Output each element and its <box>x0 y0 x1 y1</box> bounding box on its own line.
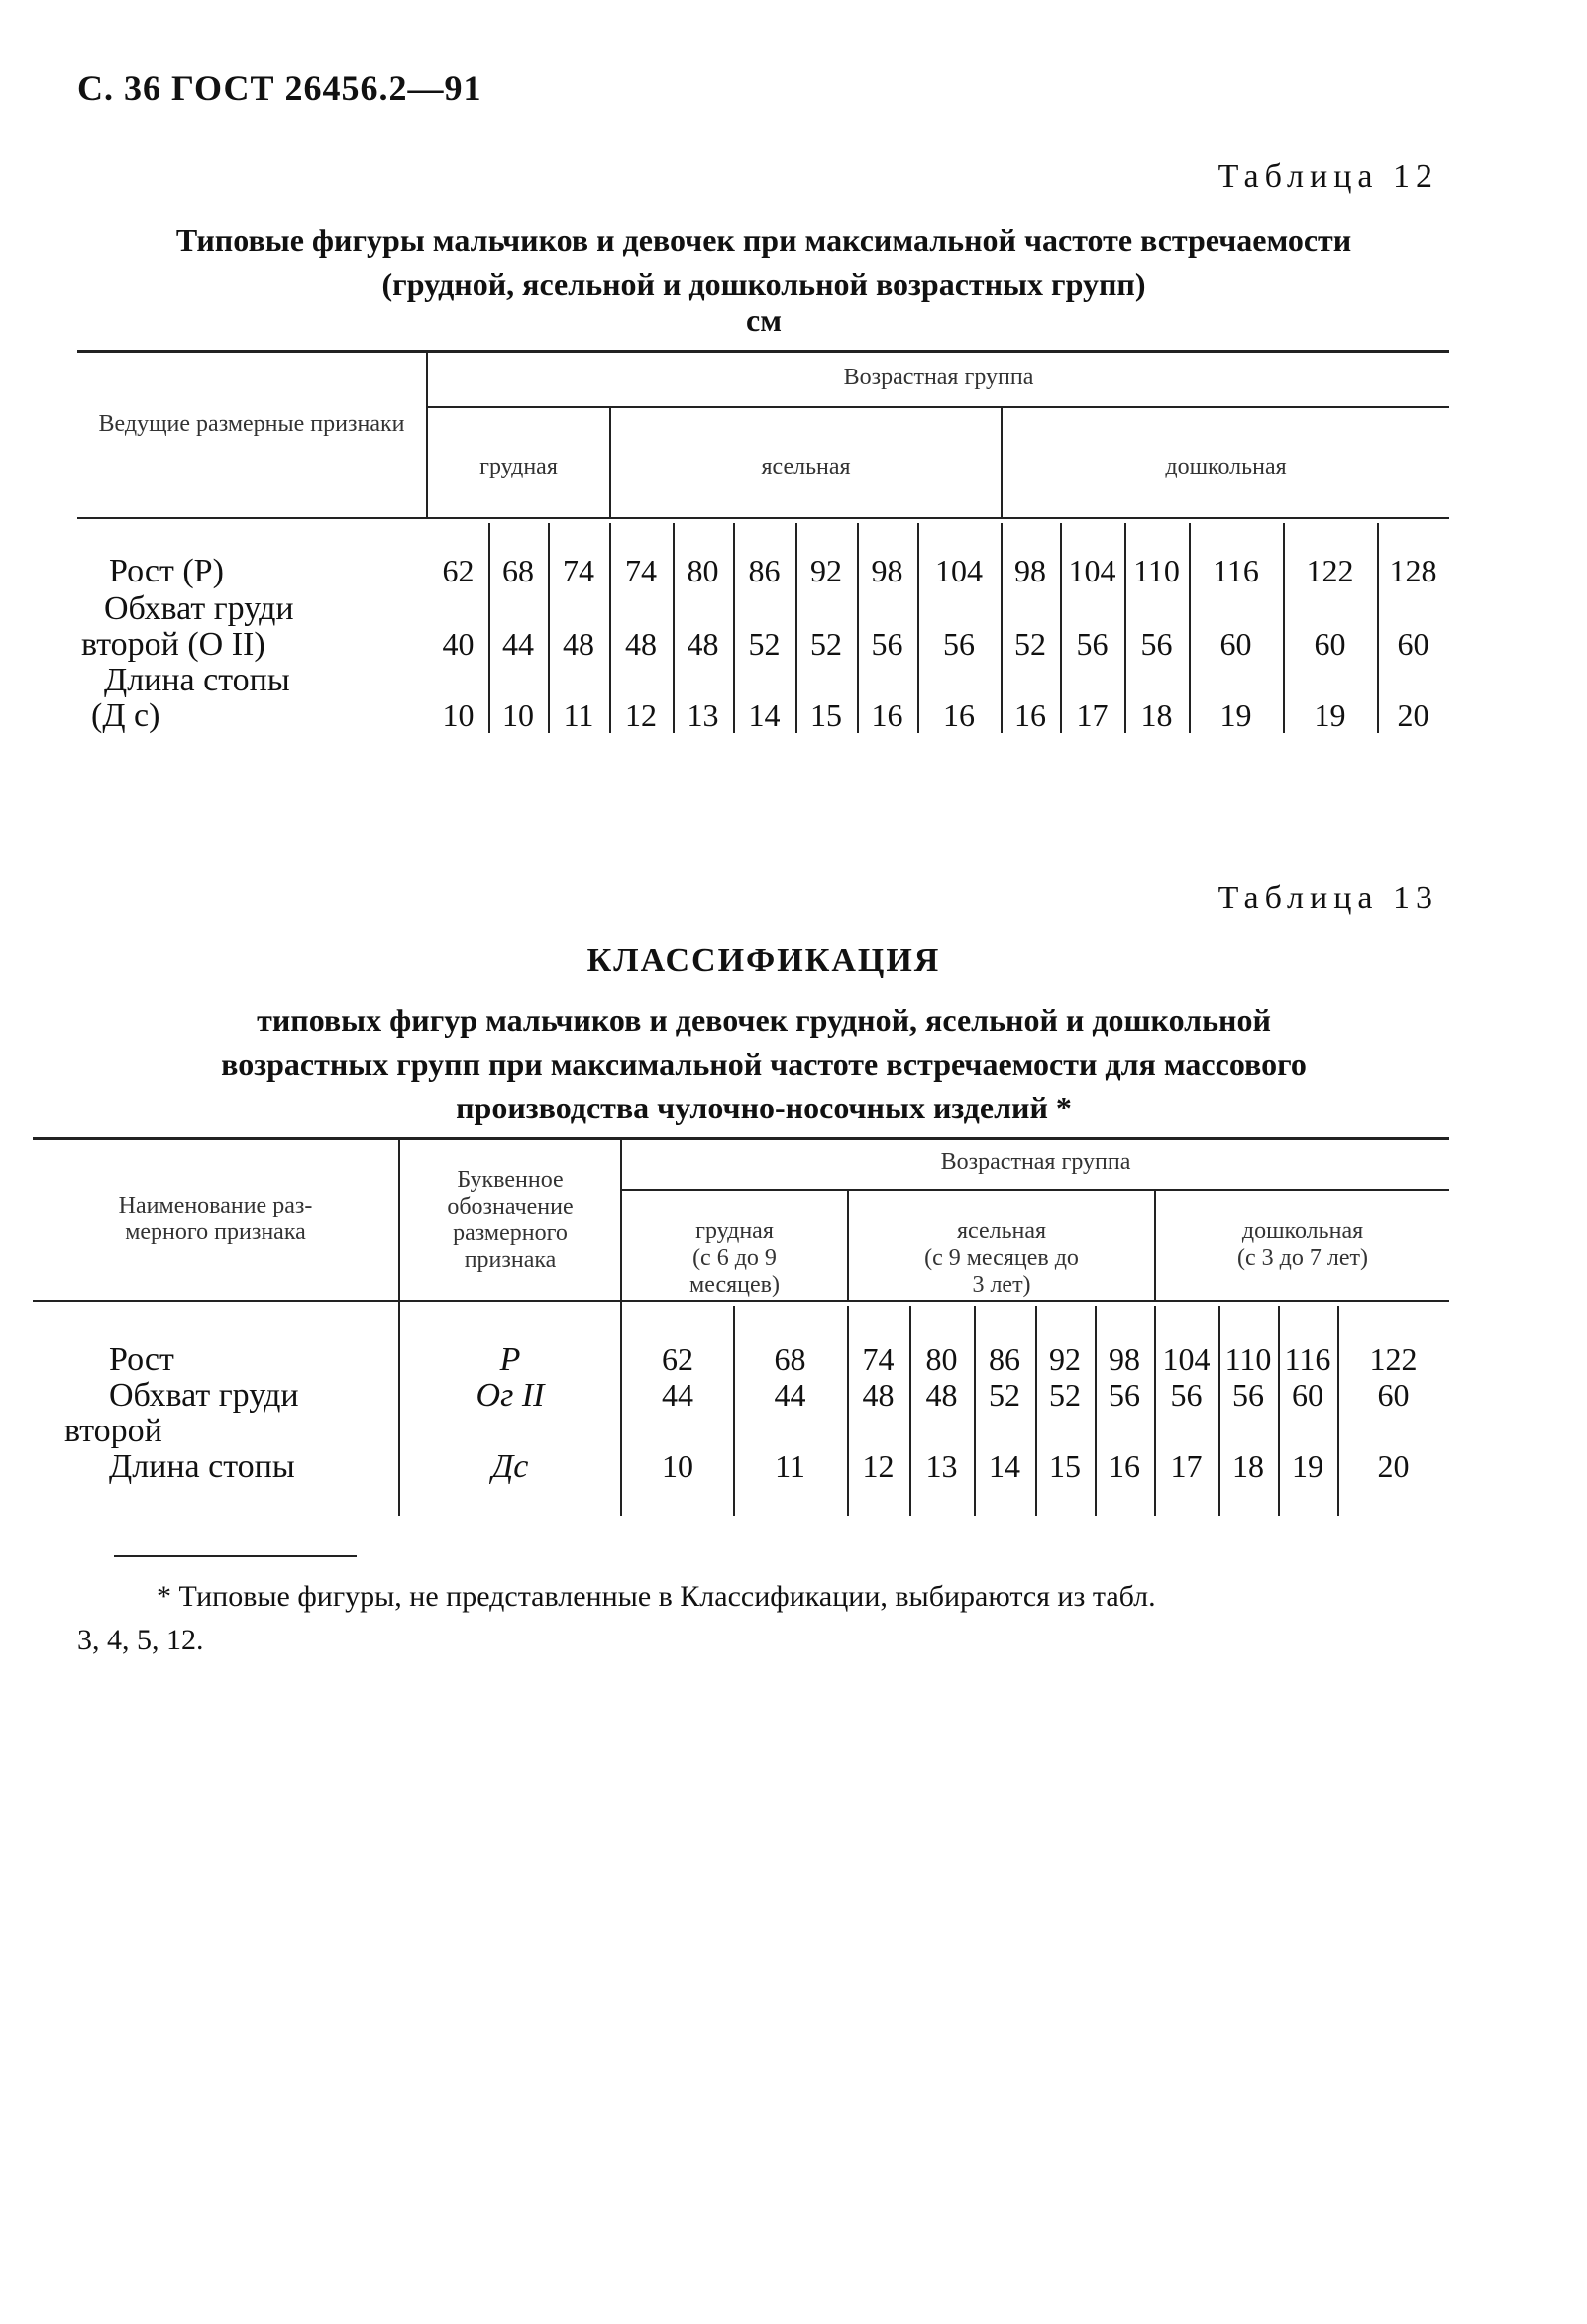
table12-value-cell: 60 <box>1219 626 1252 662</box>
table12-value-cell: 48 <box>563 626 594 662</box>
table13-value-cell: 60 <box>1377 1377 1410 1413</box>
table12-value-cell: 19 <box>1314 697 1346 733</box>
table13-group-infant-range2: месяцев) <box>689 1272 780 1298</box>
table13-col1-header-line1: Наименование раз- <box>118 1193 313 1218</box>
table13-value-cell: 44 <box>662 1377 693 1413</box>
table13-value-cell: 15 <box>1049 1448 1081 1484</box>
table13-group-nursery-range1: (с 9 месяцев до <box>924 1245 1079 1271</box>
table12-value-cell: 98 <box>871 553 903 588</box>
table13-value-cell: 56 <box>1232 1377 1264 1413</box>
page-header: С. 36 ГОСТ 26456.2—91 <box>77 68 482 108</box>
table13-value-cell: 74 <box>862 1341 895 1377</box>
table12-age-group-header: Возрастная группа <box>843 365 1034 390</box>
table13-value-cell: 11 <box>775 1448 805 1484</box>
table12-unit: см <box>746 302 782 338</box>
table12-value-cell: 74 <box>625 553 657 588</box>
table13-group-infant: грудная <box>695 1218 774 1244</box>
table13-value-cell: 116 <box>1284 1341 1331 1377</box>
table13-value-cell: 13 <box>925 1448 958 1484</box>
table13-subtitle-line1: типовых фигур мальчиков и девочек грудной, ясельной и дошкольной <box>257 1003 1271 1038</box>
table13-group-nursery-range2: 3 лет) <box>972 1272 1031 1298</box>
table12-value-cell: 74 <box>563 553 594 588</box>
table13-value-cell: 98 <box>1109 1341 1140 1377</box>
table13-col1-header-line2: мерного признака <box>125 1219 306 1245</box>
footnote-rule <box>114 1555 357 1557</box>
footnote-line1: * Типовые фигуры, не представленные в Классификации, выбираются из табл. <box>157 1580 1156 1613</box>
table13-col2-header-line3: размерного <box>453 1220 568 1246</box>
table13-group-rule <box>622 1189 1449 1191</box>
table13-subtitle-line2: возрастных групп при максимальной частоте встречаемости для массового <box>221 1046 1307 1082</box>
table12-value-cell: 92 <box>810 553 842 588</box>
table12-value-cell: 48 <box>625 626 657 662</box>
table13-value-cell: 56 <box>1109 1377 1140 1413</box>
table13-col2-header-line4: признака <box>464 1247 557 1273</box>
table12-value-cell: 56 <box>1140 626 1173 662</box>
table13-value-cell: 19 <box>1292 1448 1323 1484</box>
table12-value-cell: 60 <box>1314 626 1346 662</box>
table13-col2-header-line1: Буквенное <box>457 1167 564 1193</box>
table13-value-cell: 44 <box>774 1377 806 1413</box>
table13-age-group-header: Возрастная группа <box>940 1149 1131 1175</box>
table13-value-cell: 56 <box>1170 1377 1203 1413</box>
table12-value-cell: 80 <box>687 553 719 588</box>
table12-value-cell: 19 <box>1219 697 1252 733</box>
table12-value-cell: 52 <box>748 626 781 662</box>
table13-value-cell: 14 <box>989 1448 1020 1484</box>
footnote-line2: 3, 4, 5, 12. <box>77 1624 204 1656</box>
table13-row-label-chest-line2: второй <box>64 1413 162 1449</box>
table12-value-cell: 52 <box>810 626 842 662</box>
table12-title-line1: Типовые фигуры мальчиков и девочек при максимальной частоте встречаемости <box>175 222 1352 258</box>
table12-value-cell: 16 <box>871 697 903 733</box>
table12-value-cell: 44 <box>502 626 534 662</box>
table12-value-cell: 68 <box>502 553 534 588</box>
table13-value-cell: 16 <box>1109 1448 1140 1484</box>
table12-row-label-foot-line1: Длина стопы <box>104 662 290 698</box>
table12-value-cell: 16 <box>1014 697 1046 733</box>
table13-group-infant-range1: (с 6 до 9 <box>692 1245 777 1271</box>
table13-value-cell: 122 <box>1369 1341 1418 1377</box>
table12-value-cell: 10 <box>442 697 475 733</box>
table12-value-cell: 98 <box>1014 553 1046 588</box>
table13-value-cell: 110 <box>1224 1341 1272 1377</box>
table12-value-cell: 10 <box>502 697 534 733</box>
table13-value-cell: 17 <box>1170 1448 1203 1484</box>
table13-value-cell: 86 <box>989 1341 1020 1377</box>
table13-value-cell: 62 <box>662 1341 693 1377</box>
table12-value-cell: 116 <box>1213 553 1259 588</box>
table12-row-label-foot-line2: (Д с) <box>91 697 160 734</box>
table13-value-cell: 18 <box>1232 1448 1264 1484</box>
table13-symbol-chest: Ог II <box>476 1377 545 1414</box>
table12-row-label-chest-line1: Обхват груди <box>104 590 294 627</box>
table13-value-cell: 48 <box>862 1377 895 1413</box>
table13-row-label-foot: Длина стопы <box>109 1448 295 1485</box>
table13-symbol-foot: Дс <box>491 1448 529 1485</box>
table12-row-label-height: Рост (Р) <box>109 553 224 589</box>
table12-group-preschool: дошкольная <box>1165 454 1287 479</box>
table12-value-cell: 104 <box>1068 553 1116 588</box>
table12-value-cell: 14 <box>748 697 781 733</box>
table13-header-rule <box>33 1300 1449 1302</box>
table12-value-cell: 40 <box>442 626 475 662</box>
table12-value-cell: 110 <box>1133 553 1180 588</box>
table12-row-label-chest-line2: второй (О II) <box>81 626 265 663</box>
table12-value-cell: 56 <box>1076 626 1109 662</box>
table13-group-preschool: дошкольная <box>1241 1218 1364 1244</box>
table12-group-rule <box>428 406 1449 408</box>
table12-value-cell: 122 <box>1306 553 1354 588</box>
table13-subtitle-line3: производства чулочно-носочных изделий * <box>456 1090 1072 1125</box>
table12-value-cell: 48 <box>687 626 719 662</box>
table12-value-cell: 56 <box>943 626 975 662</box>
table13-value-cell: 52 <box>989 1377 1020 1413</box>
table12-value-cell: 86 <box>748 553 781 588</box>
table13-value-cell: 10 <box>662 1448 693 1484</box>
table12-title-line2: (грудной, ясельной и дошкольной возрастных групп) <box>381 266 1146 302</box>
table13-value-cell: 80 <box>925 1341 958 1377</box>
table12-group-infant: грудная <box>479 454 558 479</box>
table13-value-cell: 48 <box>925 1377 958 1413</box>
table13-col2-header-line2: обозначение <box>447 1194 574 1219</box>
table12-value-cell: 56 <box>871 626 903 662</box>
table13-group-preschool-range1: (с 3 до 7 лет) <box>1237 1245 1368 1271</box>
table13-top-rule <box>33 1137 1449 1140</box>
table13-value-cell: 104 <box>1162 1341 1211 1377</box>
table13-row-label-chest-line1: Обхват груди <box>109 1377 299 1414</box>
table12-value-cell: 104 <box>935 553 983 588</box>
table13-value-cell: 12 <box>862 1448 895 1484</box>
table12-value-cell: 15 <box>810 697 842 733</box>
table12-value-cell: 60 <box>1397 626 1429 662</box>
table13-value-cell: 20 <box>1377 1448 1410 1484</box>
table12-number: Таблица 12 <box>1217 158 1438 195</box>
table12-value-cell: 20 <box>1397 697 1429 733</box>
table13-value-cell: 52 <box>1049 1377 1081 1413</box>
table12-col-header: Ведущие размерные признаки <box>98 411 405 437</box>
table12-value-cell: 128 <box>1389 553 1437 588</box>
table12-value-cell: 12 <box>625 697 657 733</box>
table13-symbol-height: Р <box>499 1341 521 1378</box>
table12-value-cell: 62 <box>442 553 475 588</box>
table13-number: Таблица 13 <box>1217 880 1438 916</box>
table12-value-cell: 16 <box>943 697 975 733</box>
table12-value-cell: 11 <box>563 697 594 733</box>
table13-value-cell: 68 <box>774 1341 806 1377</box>
table13-row-label-height: Рост <box>109 1341 174 1378</box>
table12-value-cell: 17 <box>1076 697 1109 733</box>
table13-heading: КЛАССИФИКАЦИЯ <box>586 942 941 979</box>
table12-value-cell: 13 <box>687 697 719 733</box>
table12-header-rule <box>77 517 1449 519</box>
table13-value-cell: 92 <box>1049 1341 1081 1377</box>
table12-value-cell: 18 <box>1140 697 1173 733</box>
table12-group-nursery: ясельная <box>761 454 851 479</box>
table12-top-rule <box>77 350 1449 353</box>
table13-value-cell: 60 <box>1292 1377 1323 1413</box>
table13-group-nursery: ясельная <box>956 1218 1047 1244</box>
table12-value-cell: 52 <box>1014 626 1046 662</box>
